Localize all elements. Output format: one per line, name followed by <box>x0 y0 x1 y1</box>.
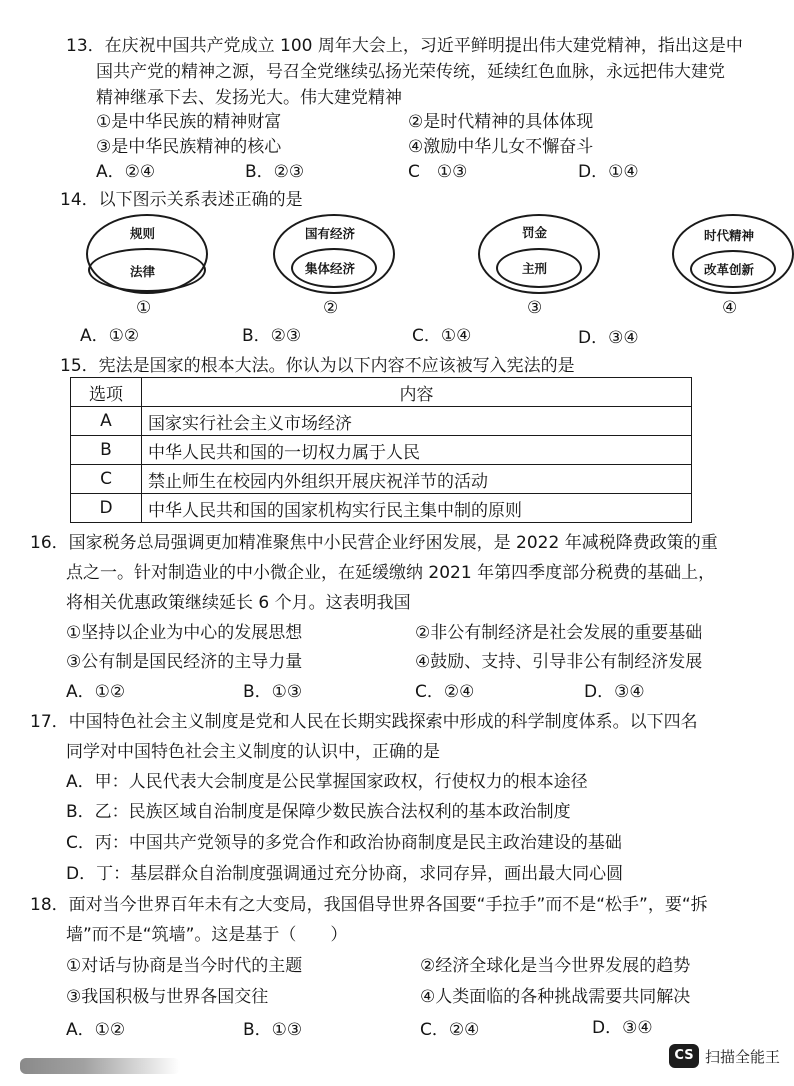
q14-option-a[interactable]: A．①② <box>80 326 140 346</box>
q14-diagram-2-number: ② <box>323 298 339 318</box>
scan-smudge <box>20 1058 180 1074</box>
q16-option-c[interactable]: C．②④ <box>415 682 475 702</box>
q16-statement-3: ③公有制是国民经济的主导力量 <box>66 652 303 672</box>
q13-option-a[interactable]: A．②④ <box>96 162 156 182</box>
q13-statement-3: ③是中华民族精神的核心 <box>96 137 282 157</box>
q13-stem-line2: 国共产党的精神之源，号召全党继续弘扬光荣传统，延续红色血脉，永远把伟大建党 <box>96 62 725 82</box>
table-row <box>71 436 692 465</box>
q17-option-d[interactable]: D．丁：基层群众自治制度强调通过充分协商，求同存异，画出最大同心圆 <box>66 864 624 884</box>
q14-option-b[interactable]: B．②③ <box>242 326 302 346</box>
table-cell-content: 中华人民共和国的国家机构实行民主集中制的原则 <box>142 494 692 523</box>
q17-option-b[interactable]: B．乙：民族区域自治制度是保障少数民族合法权利的基本政治制度 <box>66 802 571 822</box>
q17-option-a[interactable]: A．甲：人民代表大会制度是公民掌握国家政权，行使权力的根本途径 <box>66 772 588 792</box>
table-row <box>71 494 692 523</box>
q18-statement-2: ②经济全球化是当今世界发展的趋势 <box>420 956 691 976</box>
q16-statement-4: ④鼓励、支持、引导非公有制经济发展 <box>415 652 703 672</box>
q14-stem: 14．以下图示关系表述正确的是 <box>60 190 303 210</box>
table-row <box>71 465 692 494</box>
scanner-watermark <box>669 1044 780 1068</box>
q14-diagram-1-inner-label: 法律 <box>130 264 156 279</box>
q14-diagram-2-outer-label: 国有经济 <box>305 226 356 241</box>
q16-statement-2: ②非公有制经济是社会发展的重要基础 <box>415 623 703 643</box>
table-cell-content: 国家实行社会主义市场经济 <box>142 407 692 436</box>
q14-diagram-3-inner-label: 主刑 <box>522 261 548 276</box>
q16-stem-line2: 点之一。针对制造业的中小微企业，在延缓缴纳 2021 年第四季度部分税费的基础上， <box>66 563 716 583</box>
q18-statement-3: ③我国积极与世界各国交往 <box>66 987 269 1007</box>
q18-option-d[interactable]: D．③④ <box>592 1018 653 1038</box>
q17-option-c[interactable]: C．丙：中国共产党领导的多党合作和政治协商制度是民主政治建设的基础 <box>66 833 622 853</box>
camscanner-logo-icon: CS <box>669 1044 699 1068</box>
q13-statement-4: ④激励中华儿女不懈奋斗 <box>408 137 594 157</box>
q18-option-a[interactable]: A．①② <box>66 1020 126 1040</box>
q14-diagram-4-outer-label: 时代精神 <box>704 228 755 243</box>
table-cell-content: 禁止师生在校园内外组织开展庆祝洋节的活动 <box>142 465 692 494</box>
q16-option-a[interactable]: A．①② <box>66 682 126 702</box>
q14-diagram-2-inner-label: 集体经济 <box>305 261 356 276</box>
q15-table <box>70 377 692 523</box>
table-cell-key: D <box>71 494 142 523</box>
table-header-row <box>71 378 692 407</box>
q13-option-d[interactable]: D．①④ <box>578 162 639 182</box>
q14-diagram-1 <box>86 214 206 294</box>
q13-stem-line3: 精神继承下去、发扬光大。伟大建党精神 <box>96 88 402 108</box>
q17-stem-line2: 同学对中国特色社会主义制度的认识中，正确的是 <box>66 742 440 762</box>
q13-option-b[interactable]: B．②③ <box>245 162 305 182</box>
table-cell-key: B <box>71 436 142 465</box>
table-row <box>71 407 692 436</box>
q18-statement-1: ①对话与协商是当今时代的主题 <box>66 956 303 976</box>
q14-diagram-1-number: ① <box>136 298 152 318</box>
q17-stem-line1: 17．中国特色社会主义制度是党和人民在长期实践探索中形成的科学制度体系。以下四名 <box>30 712 698 732</box>
q18-option-b[interactable]: B．①③ <box>243 1020 303 1040</box>
q14-diagram-3 <box>478 214 598 294</box>
q14-diagram-1-outer-label: 规则 <box>130 226 156 241</box>
q14-diagram-4-inner-label: 改革创新 <box>704 262 755 277</box>
table-cell-key: C <box>71 465 142 494</box>
q13-stem-line1: 13．在庆祝中国共产党成立 100 周年大会上，习近平鲜明提出伟大建党精神，指出这是中 <box>66 36 743 56</box>
q14-diagram-3-outer-label: 罚金 <box>522 225 548 240</box>
q16-statement-1: ①坚持以企业为中心的发展思想 <box>66 623 303 643</box>
table-cell-key: A <box>71 407 142 436</box>
table-header-key: 选项 <box>71 378 142 407</box>
q14-option-c[interactable]: C．①④ <box>412 326 472 346</box>
watermark-text: 扫描全能王 <box>704 1047 780 1066</box>
q18-statement-4: ④人类面临的各种挑战需要共同解决 <box>420 987 691 1007</box>
q14-diagram-2 <box>273 214 393 294</box>
q18-stem-line1: 18．面对当今世界百年未有之大变局，我国倡导世界各国要“手拉手”而不是“松手”，要“拆 <box>30 895 708 915</box>
q15-stem: 15．宪法是国家的根本大法。你认为以下内容不应该被写入宪法的是 <box>60 356 575 376</box>
q14-option-d[interactable]: D．③④ <box>578 328 639 348</box>
table-header-content: 内容 <box>142 378 692 407</box>
q13-statement-1: ①是中华民族的精神财富 <box>96 112 282 132</box>
q18-stem-line2: 墙”而不是“筑墙”。这是基于（ ） <box>66 925 348 945</box>
q16-option-d[interactable]: D．③④ <box>584 682 645 702</box>
q14-diagram-4 <box>672 214 792 294</box>
q14-diagram-4-number: ④ <box>722 298 738 318</box>
q16-stem-line3: 将相关优惠政策继续延长 6 个月。这表明我国 <box>66 593 411 613</box>
q16-option-b[interactable]: B．①③ <box>243 682 303 702</box>
table-cell-content: 中华人民共和国的一切权力属于人民 <box>142 436 692 465</box>
q16-stem-line1: 16．国家税务总局强调更加精准聚焦中小民营企业纾困发展，是 2022 年减税降费政策的重 <box>30 533 718 553</box>
q18-option-c[interactable]: C．②④ <box>420 1020 480 1040</box>
q13-option-c[interactable]: C ①③ <box>408 162 468 182</box>
q14-diagram-3-number: ③ <box>527 298 543 318</box>
q13-statement-2: ②是时代精神的具体体现 <box>408 112 594 132</box>
